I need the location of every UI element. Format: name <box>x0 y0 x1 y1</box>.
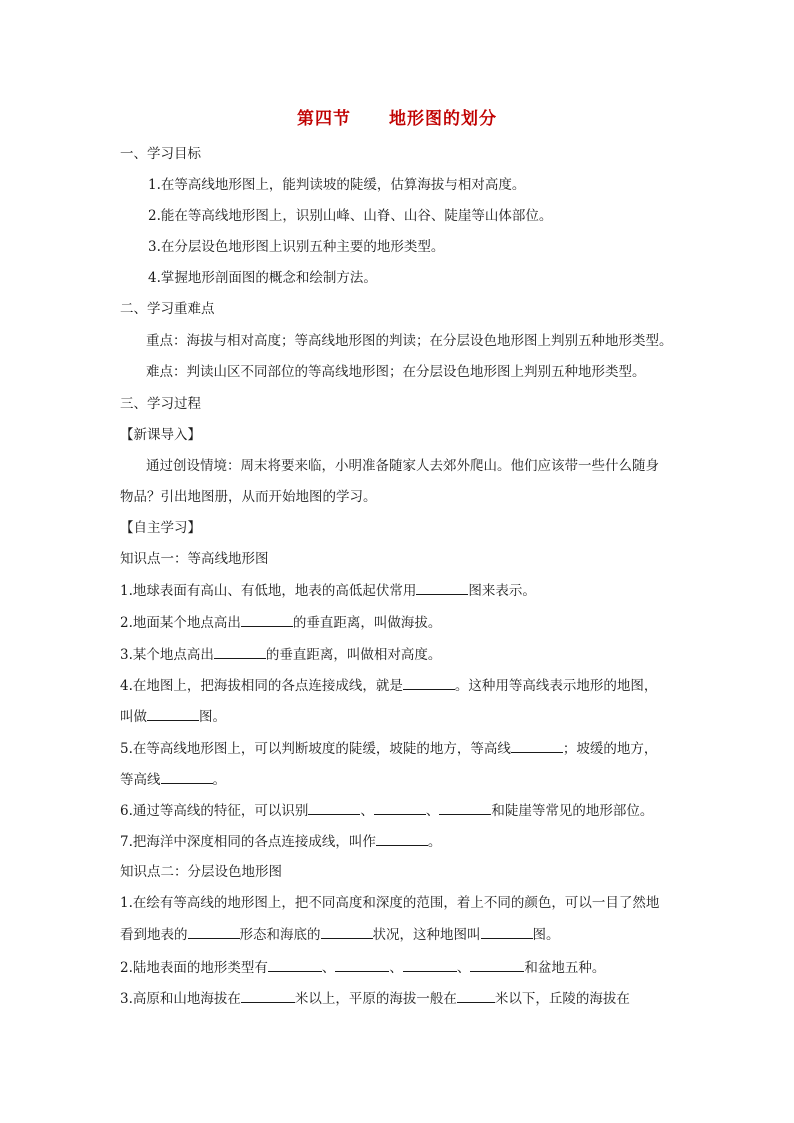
answer-blank[interactable] <box>376 831 428 846</box>
answer-blank[interactable] <box>470 957 524 972</box>
question: 2.陆地表面的地形类型有 、 、 、 和盆地五种。 <box>120 957 605 978</box>
answer-blank[interactable] <box>439 800 491 815</box>
question: 1.地球表面有高山、有低地，地表的高低起伏常用 图来表示。 <box>120 580 536 601</box>
answer-blank[interactable] <box>416 580 468 595</box>
question: 2.地面某个地点高出 的垂直距离，叫做海拔。 <box>120 612 441 633</box>
key-point: 重点：海拔与相对高度；等高线地形图的判读；在分层设色地形图上判别五种地形类型。 <box>146 333 673 349</box>
goal-item: 3.在分层设色地形图上识别五种主要的地形类型。 <box>148 239 445 255</box>
question-continued: 叫做 图。 <box>120 706 226 727</box>
answer-blank[interactable] <box>147 706 199 721</box>
question-continued: 等高线 。 <box>120 769 226 790</box>
answer-blank[interactable] <box>321 924 373 939</box>
answer-blank[interactable] <box>403 957 457 972</box>
section-name: 地形图的划分 <box>389 109 497 129</box>
answer-blank[interactable] <box>214 644 266 659</box>
question: 7.把海洋中深度相同的各点连接成线，叫作 。 <box>120 831 441 852</box>
question: 6.通过等高线的特征，可以识别 、 、 和陡崖等常见的地形部位。 <box>120 800 653 821</box>
goal-item: 4.掌握地形剖面图的概念和绘制方法。 <box>148 270 377 286</box>
difficult-point: 难点：判读山区不同部位的等高线地形图；在分层设色地形图上判别五种地形类型。 <box>146 364 646 380</box>
answer-blank[interactable] <box>308 800 360 815</box>
intro-tag: 【新课导入】 <box>120 427 201 443</box>
answer-blank[interactable] <box>335 957 389 972</box>
answer-blank[interactable] <box>511 738 563 753</box>
intro-paragraph-line: 物品？引出地图册，从而开始地图的学习。 <box>120 489 377 505</box>
question: 3.高原和山地海拔在 米以上，平原的海拔一般在 米以下，丘陵的海拔在 <box>120 988 630 1009</box>
question-continued: 看到地表的 形态和海底的 状况，这种地图叫 图。 <box>120 924 560 945</box>
section-number: 第四节 <box>297 109 351 129</box>
process-heading: 三、学习过程 <box>120 396 201 412</box>
goal-item: 2.能在等高线地形图上，识别山峰、山脊、山谷、陡崖等山体部位。 <box>148 208 553 224</box>
intro-paragraph-line: 通过创设情境：周末将要来临，小明准备随家人去郊外爬山。他们应该带一些什么随身 <box>146 458 659 474</box>
answer-blank[interactable] <box>241 612 293 627</box>
answer-blank[interactable] <box>241 988 295 1003</box>
self-study-tag: 【自主学习】 <box>120 520 201 536</box>
keypoints-heading: 二、学习重难点 <box>120 301 215 317</box>
knowledge-point-2-heading: 知识点二：分层设色地形图 <box>120 864 282 880</box>
question: 4.在地图上，把海拔相同的各点连接成线，就是 。这种用等高线表示地形的地图， <box>120 675 657 696</box>
page-title <box>0 104 794 129</box>
answer-blank[interactable] <box>374 800 426 815</box>
answer-blank[interactable] <box>268 957 322 972</box>
question: 3.某个地点高出 的垂直距离，叫做相对高度。 <box>120 644 441 665</box>
answer-blank[interactable] <box>188 924 240 939</box>
goal-item: 1.在等高线地形图上，能判读坡的陡缓，估算海拔与相对高度。 <box>148 177 526 193</box>
goals-heading: 一、学习目标 <box>120 146 201 162</box>
answer-blank[interactable] <box>457 988 495 1003</box>
question: 5.在等高线地形图上，可以判断坡度的陡缓，坡陡的地方，等高线 ；坡缓的地方， <box>120 738 657 759</box>
knowledge-point-1-heading: 知识点一：等高线地形图 <box>120 551 269 567</box>
question: 1.在绘有等高线的地形图上，把不同高度和深度的范围，着上不同的颜色，可以一目了然地 <box>120 895 660 911</box>
answer-blank[interactable] <box>403 675 455 690</box>
answer-blank[interactable] <box>161 769 213 784</box>
answer-blank[interactable] <box>481 924 533 939</box>
